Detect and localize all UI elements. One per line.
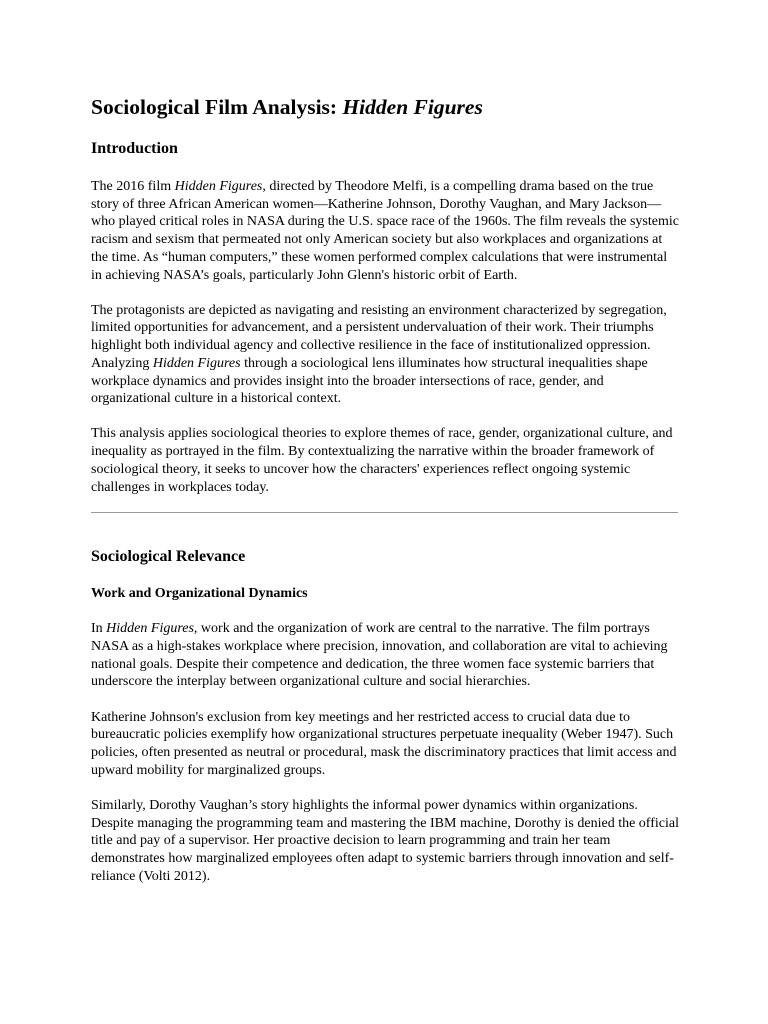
- title-film: Hidden Figures: [342, 95, 483, 119]
- film-title-italic: Hidden Figures: [152, 355, 241, 371]
- relevance-paragraph-2: Katherine Johnson's exclusion from key meetings and her restricted access to crucial data due to bureaucratic policies exemplify how organizational structures perpetuate inequality (Weber 1947). Such policies, often presented as neutral or procedural, mask the discriminatory practices that limit access and upward mobility for marginalized groups.: [91, 709, 677, 778]
- document-title: [91, 92, 681, 122]
- text-run: , directed by Theodore Melfi, is a compelling drama based on the true story of three African American women—Katherine Johnson, Dorothy Vaughan, and Mary Jackson—who played critical roles in NASA during the U.S. space race of the 1960s. The film reveals the systemic racism and sexism that permeated not only American society but also workplaces and organizations at the time. As “human computers,” these women performed complex calculations that were instrumental in achieving NASA’s goals, particularly John Glenn's historic orbit of Earth.: [91, 179, 679, 283]
- text-run: The protagonists are depicted as navigating and resisting an environment characterized by segregation, limited opportunities for advancement, and a persistent undervaluation of their work. Their triumphs highlight both individual agency and collective resilience in the face of institutionalized oppression. Analyzing: [91, 302, 667, 371]
- relevance-paragraph-1: [91, 620, 681, 691]
- work-organizational-dynamics-subheading: Work and Organizational Dynamics: [91, 586, 308, 602]
- introduction-paragraph-3: This analysis applies sociological theories to explore themes of race, gender, organizational culture, and inequality as portrayed in the film. By contextualizing the narrative within the broader framework of sociological theory, it seeks to uncover how the characters' experiences reflect ongoing systemic challenges in workplaces today.: [91, 426, 673, 495]
- section-divider: [91, 512, 678, 513]
- text-run: The 2016 film: [91, 179, 175, 194]
- introduction-paragraph-2: [91, 302, 681, 408]
- document-content: [91, 92, 681, 885]
- relevance-paragraph-3: Similarly, Dorothy Vaughan’s story highlights the informal power dynamics within organizations. Despite managing the programming team and mastering the IBM machine, Dorothy is denied the official title and pay of a supervisor. Her proactive decision to learn programming and train her team demonstrates how marginalized employees often adapt to systemic barriers through innovation and self-reliance (Volti 2012).: [91, 797, 679, 884]
- text-run: , work and the organization of work are central to the narrative. The film portrays NASA as a high-stakes workplace where precision, innovation, and collaboration are vital to achieving national goals. Despite their competence and dedication, the three women face systemic barriers that underscore the interplay between organizational culture and social hierarchies.: [91, 621, 668, 690]
- text-run: In: [91, 621, 107, 637]
- film-title-italic: Hidden Figures: [174, 179, 263, 194]
- introduction-heading: Introduction: [91, 140, 178, 157]
- sociological-relevance-heading: Sociological Relevance: [91, 548, 246, 566]
- text-run: through a sociological lens illuminates how structural inequalities shape workplace dynamics and provides insight into the broader intersections of race, gender, and organizational culture in a historical context.: [91, 355, 648, 407]
- introduction-paragraph-1: [91, 178, 681, 284]
- film-title-italic: Hidden Figures: [106, 621, 194, 637]
- title-prefix: Sociological Film Analysis:: [91, 95, 343, 119]
